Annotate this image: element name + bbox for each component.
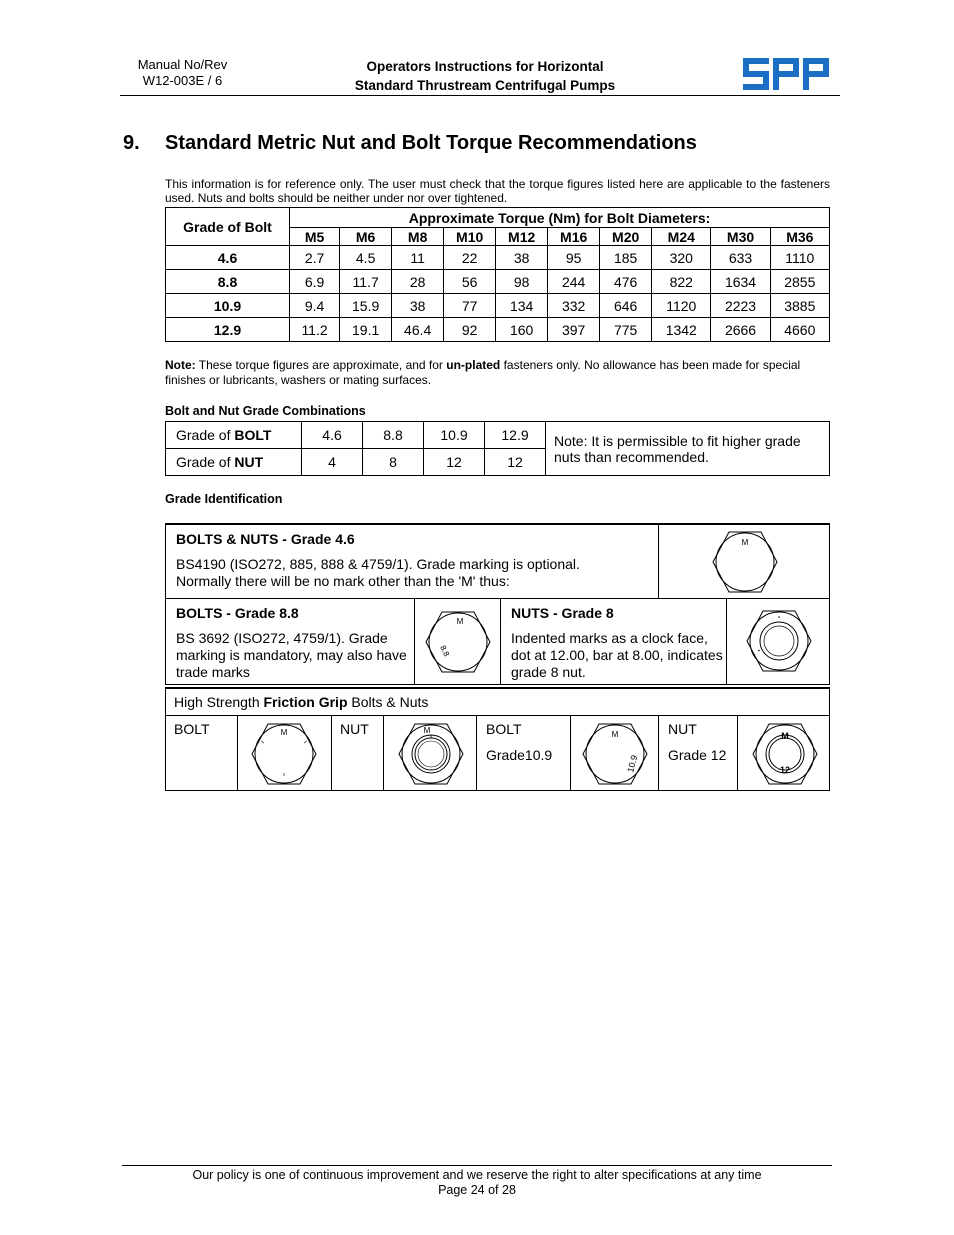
- grade-46-image-box: [658, 523, 830, 599]
- fg-bolt-label: BOLT: [174, 721, 210, 737]
- bolt-grade-cell: 10.9: [424, 422, 485, 449]
- fg-nut12-label: NUT: [668, 721, 697, 737]
- table-row: [166, 270, 830, 294]
- label-bold: BOLT: [234, 427, 272, 443]
- torque-cell: 2223: [711, 294, 770, 318]
- nut-grade-label: [166, 449, 302, 476]
- torque-cell: 9.4: [290, 294, 340, 318]
- grade-46-title: BOLTS & NUTS - Grade 4.6: [176, 531, 355, 547]
- manual-number: W12-003E / 6: [142, 73, 223, 88]
- section-title: Standard Metric Nut and Bolt Torque Recommendations: [165, 132, 697, 154]
- note-text-a: These torque figures are approximate, and for: [195, 358, 447, 372]
- identification-title: Grade Identification: [165, 492, 283, 506]
- grade-of-bolt-header: Grade of Bolt: [166, 208, 290, 246]
- note-bold: un-plated: [446, 358, 501, 372]
- grade-46-text-1: BS4190 (ISO272, 885, 888 & 4759/1). Grade marking is optional.: [176, 556, 580, 572]
- label-text: Grade of: [176, 427, 235, 443]
- torque-note: [165, 358, 830, 388]
- torque-cell: 633: [711, 246, 770, 270]
- torque-cell: 244: [548, 270, 600, 294]
- page-number: Page 24 of 28: [438, 1183, 516, 1197]
- nut-8-box: [500, 598, 727, 685]
- nut-12-icon: [751, 721, 819, 787]
- bolt-88-text: BS 3692 (ISO272, 4759/1). Grade marking is mandatory, may also have trade marks: [176, 630, 407, 680]
- torque-cell: 1120: [652, 294, 711, 318]
- torque-cell: 15.9: [340, 294, 392, 318]
- torque-cell: 2855: [770, 270, 829, 294]
- nut-8-title: NUTS - Grade 8: [511, 605, 614, 621]
- torque-cell: 28: [392, 270, 444, 294]
- header-rule: [120, 95, 840, 96]
- fg-nut12-label-box: [658, 715, 738, 791]
- table-row: [166, 246, 830, 270]
- diameter-header: M10: [444, 228, 496, 246]
- friction-bolt-icon: [250, 721, 318, 787]
- torque-header: Approximate Torque (Nm) for Bolt Diameters:: [290, 208, 830, 228]
- m-mark: M: [423, 726, 431, 735]
- diameter-header: M36: [770, 228, 829, 246]
- torque-cell: 22: [444, 246, 496, 270]
- nut-8-icon: [745, 608, 813, 674]
- bolt-grade-cell: 8.8: [363, 422, 424, 449]
- bolt-grade-cell: 4.6: [302, 422, 363, 449]
- torque-cell: 1634: [711, 270, 770, 294]
- diameter-header: M8: [392, 228, 444, 246]
- section-heading: [123, 132, 697, 155]
- nut-8-image-box: [726, 598, 830, 685]
- label-bold: NUT: [234, 454, 264, 470]
- torque-cell: 56: [444, 270, 496, 294]
- nut-grade-cell: 4: [302, 449, 363, 476]
- intro-paragraph: This information is for reference only. The user must check that the torque figures listed here are applicable to the fasteners used. Nuts and bolts should be neither under nor over tightened.: [165, 177, 830, 205]
- table-row: [166, 294, 830, 318]
- m-mark: M: [611, 730, 619, 739]
- diameter-header: M20: [600, 228, 652, 246]
- diameter-header: M12: [496, 228, 548, 246]
- bolt-grade-label: [166, 422, 302, 449]
- torque-cell: 11: [392, 246, 444, 270]
- bolt-head-109-icon: [581, 721, 649, 787]
- torque-cell: 1342: [652, 318, 711, 342]
- torque-cell: 775: [600, 318, 652, 342]
- diameter-header: M24: [652, 228, 711, 246]
- torque-cell: 332: [548, 294, 600, 318]
- torque-cell: 11.2: [290, 318, 340, 342]
- grade-46-text-2: Normally there will be no mark other than the 'M' thus:: [176, 573, 510, 589]
- manual-info: [120, 57, 245, 89]
- footer-rule: [122, 1165, 832, 1166]
- bolt-88-box: [165, 598, 415, 685]
- fg-nut-label-box: [331, 715, 384, 791]
- note-label: Note:: [165, 358, 196, 372]
- friction-nut-icon: [397, 721, 465, 787]
- m-mark: M: [280, 728, 288, 737]
- grade-109-mark: 10.9: [625, 753, 640, 774]
- bolt-grade-row: [166, 422, 830, 449]
- torque-cell: 185: [600, 246, 652, 270]
- title-line-1: Operators Instructions for Horizontal: [366, 59, 604, 74]
- document-title: [300, 57, 670, 95]
- friction-bold: Friction Grip: [263, 694, 348, 710]
- torque-cell: 38: [496, 246, 548, 270]
- policy-text: Our policy is one of continuous improvement and we reserve the right to alter specifications at any time: [192, 1168, 762, 1182]
- nut-grade-cell: 8: [363, 449, 424, 476]
- friction-grip-title: [174, 694, 428, 711]
- torque-table: [165, 207, 830, 342]
- torque-cell: 397: [548, 318, 600, 342]
- fg-nut12-grade: Grade 12: [668, 747, 727, 763]
- torque-cell: 6.9: [290, 270, 340, 294]
- diameter-header: M5: [290, 228, 340, 246]
- fg-nut12-image-box: [737, 715, 830, 791]
- fg-bolt109-label-box: [476, 715, 571, 791]
- torque-cell: 11.7: [340, 270, 392, 294]
- friction-text-b: Bolts & Nuts: [347, 694, 429, 710]
- friction-grip-header: [165, 687, 830, 716]
- bolt-head-88-icon: [424, 609, 492, 675]
- torque-cell: 98: [496, 270, 548, 294]
- table-row: [166, 318, 830, 342]
- torque-cell: 160: [496, 318, 548, 342]
- fg-nut-label: NUT: [340, 721, 369, 737]
- torque-cell: 77: [444, 294, 496, 318]
- torque-cell: 46.4: [392, 318, 444, 342]
- label-text: Grade of: [176, 454, 235, 470]
- bolt-88-title: BOLTS - Grade 8.8: [176, 605, 299, 621]
- diameter-header: M30: [711, 228, 770, 246]
- torque-cell: 2.7: [290, 246, 340, 270]
- fg-bolt-label-box: [165, 715, 238, 791]
- torque-cell: 320: [652, 246, 711, 270]
- fg-bolt109-grade: Grade10.9: [486, 747, 553, 763]
- diameter-header: M16: [548, 228, 600, 246]
- spp-logo: [743, 58, 829, 90]
- grade-cell: 10.9: [166, 294, 290, 318]
- grade-cell: 12.9: [166, 318, 290, 342]
- grade-cell: 8.8: [166, 270, 290, 294]
- nut-grade-cell: 12: [485, 449, 546, 476]
- nut-8-text: Indented marks as a clock face, dot at 12.00, bar at 8.00, indicates grade 8 nut.: [511, 630, 723, 680]
- torque-cell: 19.1: [340, 318, 392, 342]
- torque-cell: 476: [600, 270, 652, 294]
- torque-cell: 92: [444, 318, 496, 342]
- m-mark: M: [456, 617, 464, 626]
- grade-88-mark: 8.8: [438, 644, 452, 658]
- fg-nut-image-box: [383, 715, 477, 791]
- torque-cell: 4.5: [340, 246, 392, 270]
- torque-cell: 822: [652, 270, 711, 294]
- torque-cell: 4660: [770, 318, 829, 342]
- fg-bolt109-label: BOLT: [486, 721, 522, 737]
- fg-bolt109-image-box: [570, 715, 659, 791]
- grade-12-mark: 12: [779, 765, 791, 775]
- combinations-title: Bolt and Nut Grade Combinations: [165, 404, 366, 418]
- fg-bolt-image-box: [237, 715, 332, 791]
- diameter-header: M6: [340, 228, 392, 246]
- nut-grade-cell: 12: [424, 449, 485, 476]
- friction-text-a: High Strength: [174, 694, 264, 710]
- bolt-grade-cell: 12.9: [485, 422, 546, 449]
- note-text-b: fasteners only. No allowance has been made for special finishes or lubricants, washers or mating surfaces.: [165, 358, 801, 387]
- section-number: 9.: [123, 132, 140, 154]
- torque-cell: 134: [496, 294, 548, 318]
- torque-cell: 1110: [770, 246, 829, 270]
- torque-cell: 3885: [770, 294, 829, 318]
- torque-cell: 2666: [711, 318, 770, 342]
- torque-cell: 38: [392, 294, 444, 318]
- grade-46-box: [165, 523, 659, 599]
- combinations-table: [165, 421, 830, 476]
- torque-cell: 646: [600, 294, 652, 318]
- manual-label: Manual No/Rev: [137, 57, 228, 72]
- m-mark: M: [741, 538, 749, 547]
- bolt-88-image-box: [414, 598, 501, 685]
- torque-cell: 95: [548, 246, 600, 270]
- page-footer: [122, 1168, 832, 1198]
- torque-header-row: [166, 208, 830, 228]
- title-line-2: Standard Thrustream Centrifugal Pumps: [354, 78, 616, 93]
- m-mark: M: [781, 731, 789, 741]
- bolt-head-46-icon: [711, 529, 779, 595]
- combinations-note: Note: It is permissible to fit higher grade nuts than recommended.: [546, 422, 830, 476]
- grade-cell: 4.6: [166, 246, 290, 270]
